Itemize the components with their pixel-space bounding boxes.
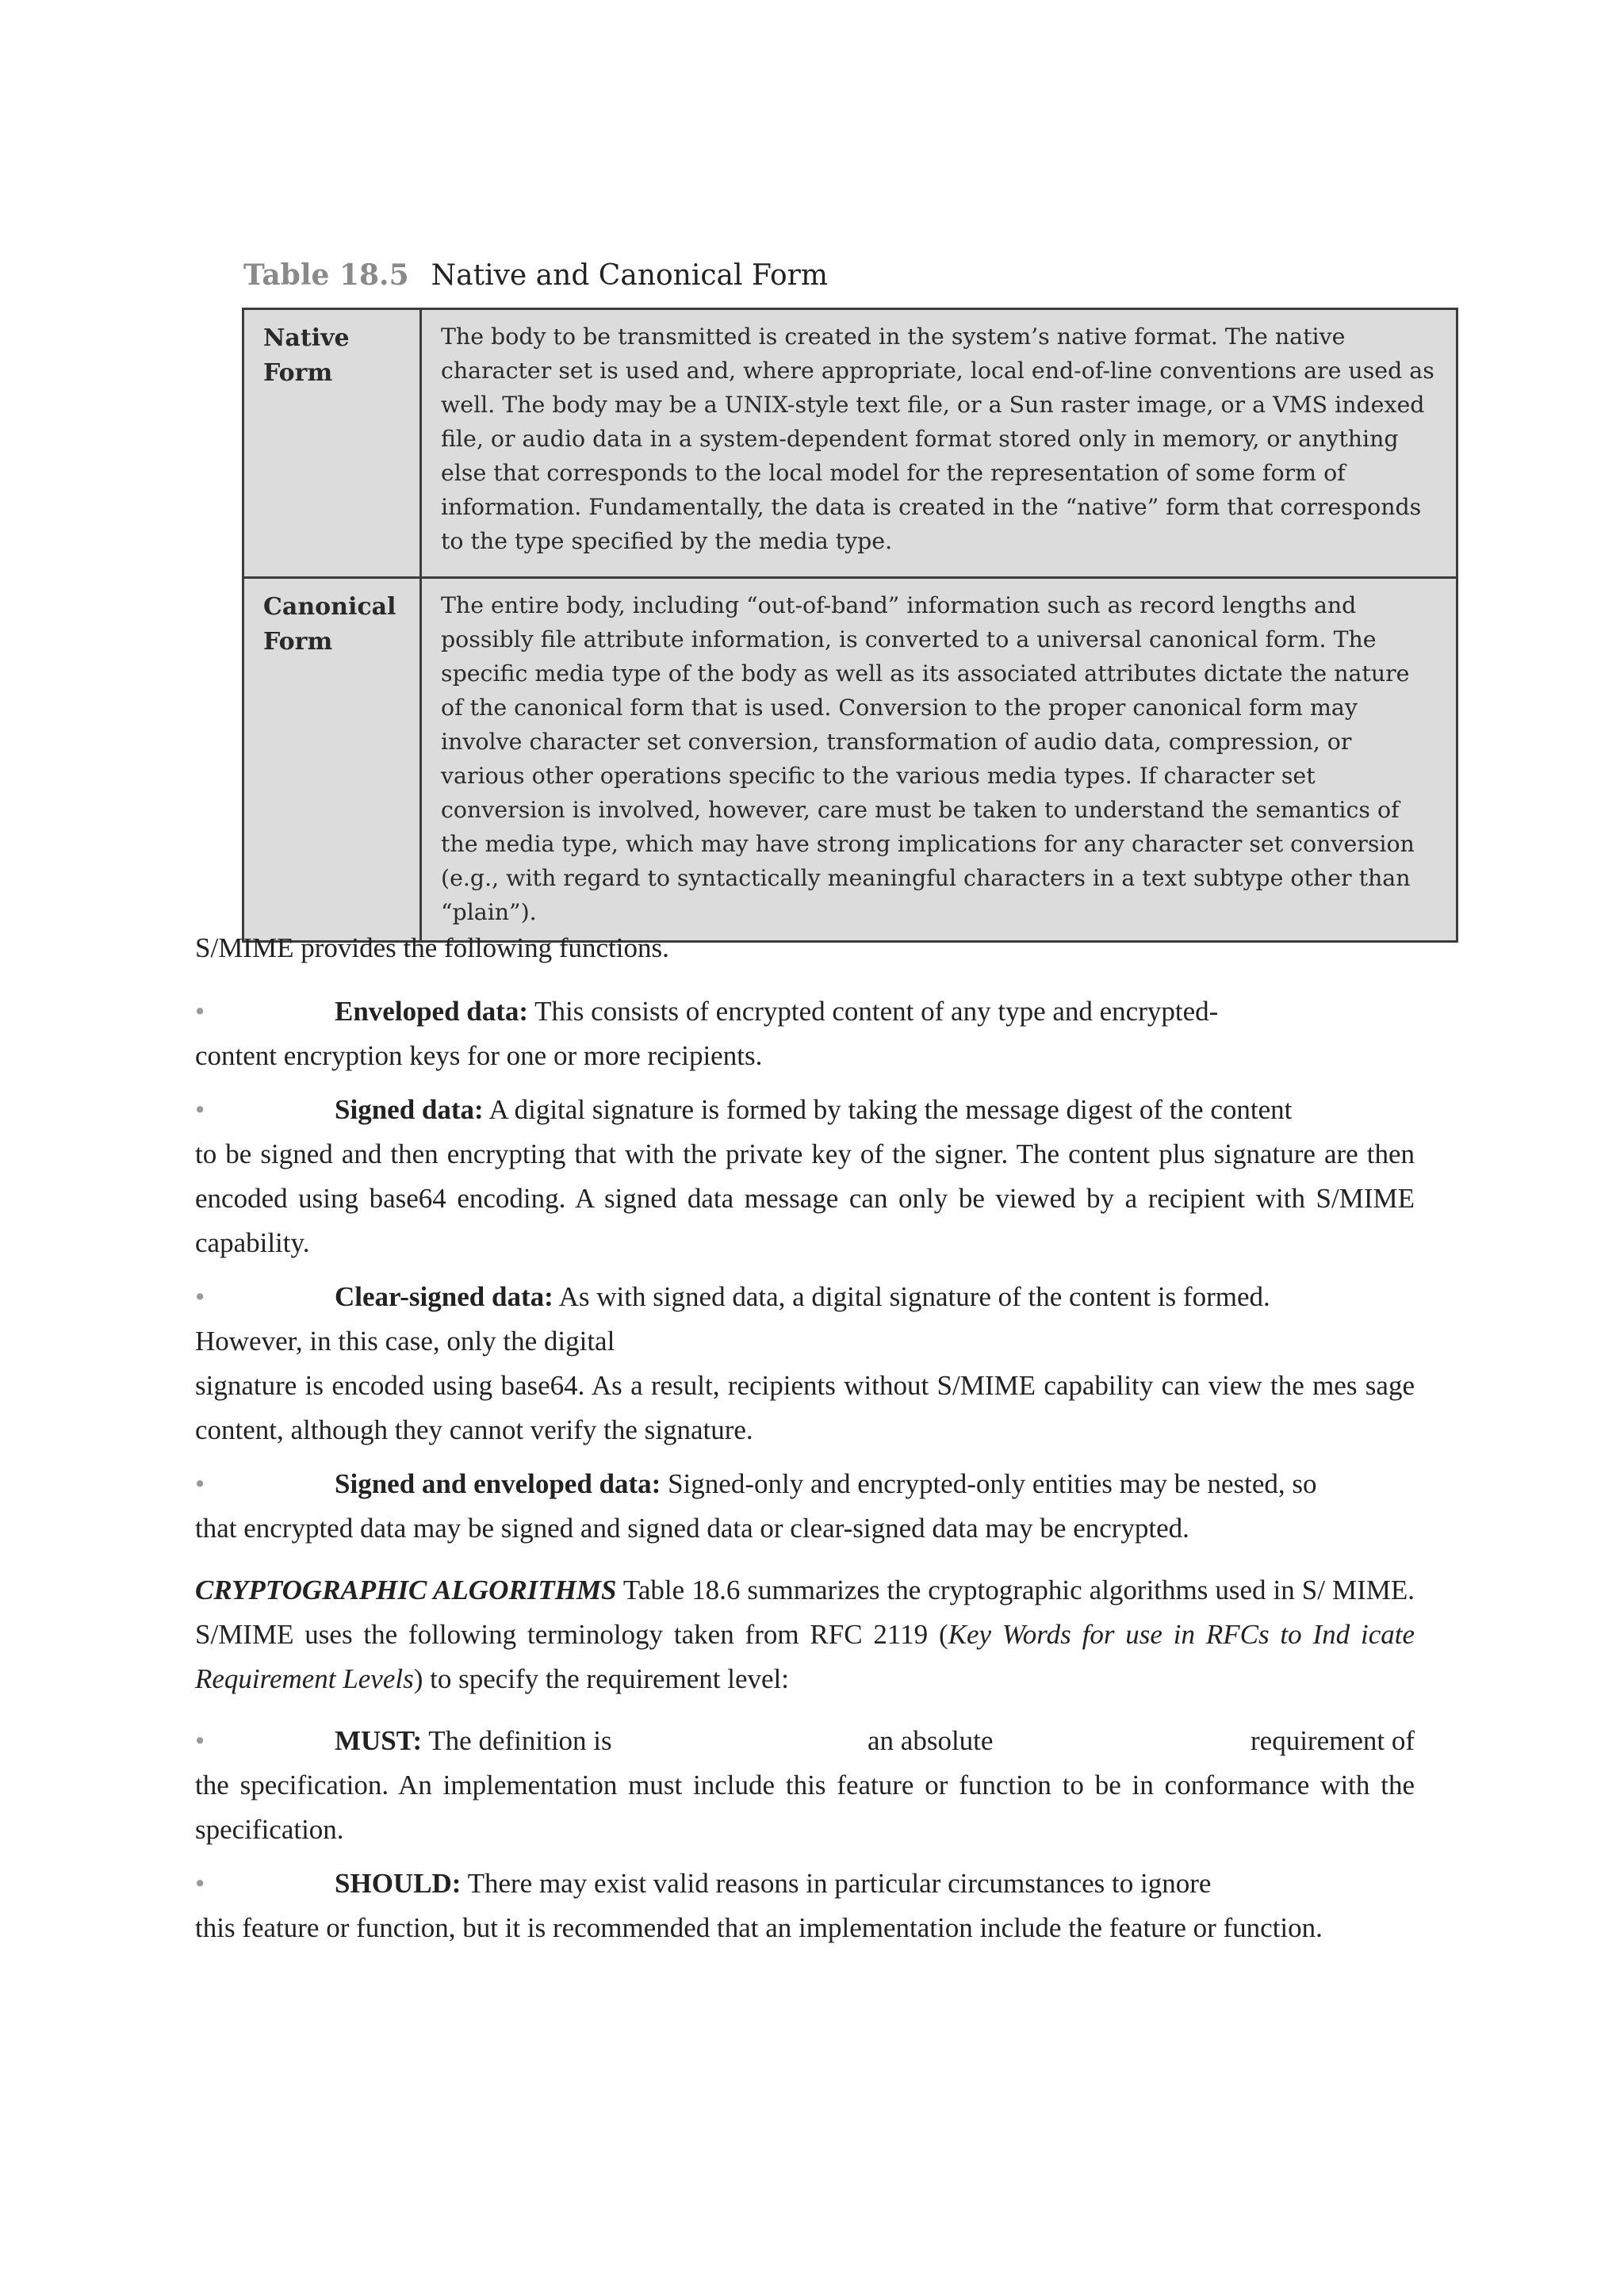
function-clear-signed: • Clear-signed data: As with signed data, a digital signature of the content is formed. However, in this case, only the digital signature is encoded using base64. As a result, recipients without S/MIME capability can view the mes sage content, although they cannot verify the signature.: [195, 1275, 1415, 1452]
row-label: Canonical Form: [243, 578, 421, 942]
function-signed-enveloped: • Signed and enveloped data: Signed-only and encrypted-only entities may be nested, so that encrypted data may be signed and signed data or clear-signed data may be encrypted.: [195, 1462, 1415, 1551]
algorithms-paragraph: CRYPTOGRAPHIC ALGORITHMS Table 18.6 summarizes the cryptographic algorithms used in S/ MIME. S/MIME uses the following terminology taken from RFC 2119 (Key Words for use in RFCs to Ind icate Requirement Levels) to specify the requirement level:: [195, 1575, 1415, 1694]
function-enveloped: • Enveloped data: This consists of encrypted content of any type and encrypted- content encryption keys for one or more recipients.: [195, 989, 1415, 1078]
table-row: [243, 309, 1457, 578]
row-label: Native Form: [243, 309, 421, 578]
table-caption: [243, 258, 1512, 292]
bullet: •: [195, 1094, 205, 1125]
bullet: •: [195, 1281, 205, 1312]
section-heading: CRYPTOGRAPHIC ALGORITHMS: [195, 1575, 617, 1605]
native-canonical-table: [242, 308, 1458, 943]
intro-paragraph: S/MIME provides the following functions.: [195, 932, 669, 963]
bullet: •: [195, 1725, 205, 1756]
level-should: • SHOULD: There may exist valid reasons in particular circumstances to ignore this feature or function, but it is recommended that an implementation include the feature or function.: [195, 1862, 1415, 1950]
row-description: The body to be transmitted is created in the system’s native format. The native character set is used and, where appropriate, local end-of-line conventions are used as well. The body may be a UNIX-style text file, or a Sun raster image, or a VMS indexed file, or audio data in a system-dependent format stored only in memory, or anything else that corresponds to the local model for the representation of some form of information. Fundamentally, the data is created in the “native” form that corresponds to the type specified by the media type.: [421, 309, 1457, 578]
bullet: •: [195, 1868, 205, 1899]
table-row: [243, 578, 1457, 942]
table-title: Native and Canonical Form: [431, 259, 828, 292]
row-description: The entire body, including “out-of-band” information such as record lengths and possibly file attribute information, is converted to a universal canonical form. The specific media type of the body as well as its associated attributes dictate the nature of the canonical form that is used. Conversion to the proper canonical form may involve character set conversion, transformation of audio data, compression, or various other operations specific to the various media types. If character set conversion is involved, however, care must be taken to understand the semantics of the media type, which may have strong implications for any character set conversion (e.g., with regard to syntactically meaningful characters in a text subtype other than “plain”).: [421, 578, 1457, 942]
level-must: • MUST: The definition is an absolute requirement of the specification. An implementation must include this feature or function to be in conformance with the specification.: [195, 1719, 1415, 1852]
function-signed: • Signed data: A digital signature is formed by taking the message digest of the content to be signed and then encrypting that with the private key of the signer. The content plus signature are then encoded using base64 encoding. A signed data message can only be viewed by a recipient with S/MIME capability.: [195, 1088, 1415, 1265]
table-number: Table 18.5: [243, 258, 409, 292]
bullet: •: [195, 1468, 205, 1499]
bullet: •: [195, 996, 205, 1027]
